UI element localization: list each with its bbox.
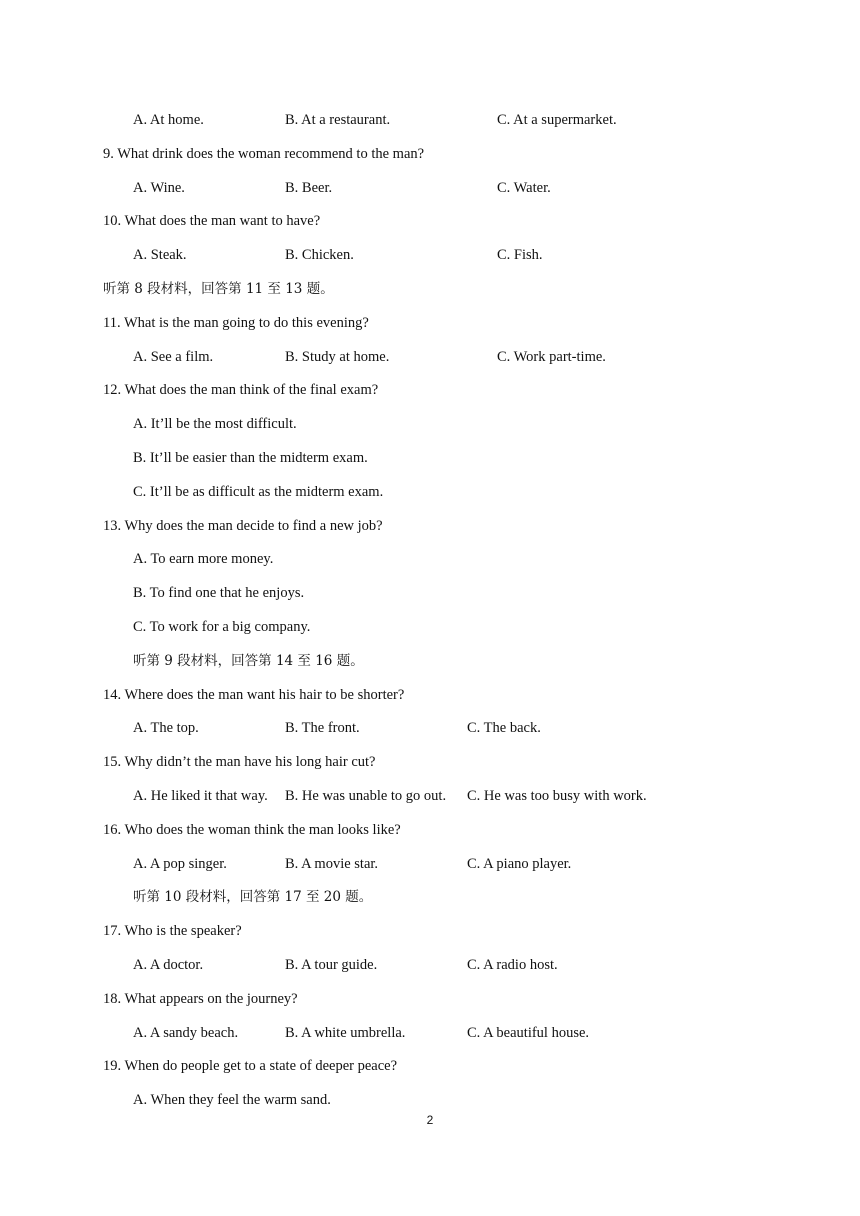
question-text: 19. When do people get to a state of deeper peace? xyxy=(103,1058,398,1074)
section-instruction: 听第 9 段材料，回答第 14 至 16 题。 xyxy=(133,653,364,669)
answer-option: C. Work part-time. xyxy=(497,349,606,365)
question-text: 9. What drink does the woman recommend to the man? xyxy=(103,146,425,162)
answer-option: B. To find one that he enjoys. xyxy=(133,585,305,601)
answer-option: B. Study at home. xyxy=(285,349,390,365)
answer-option: C. A beautiful house. xyxy=(467,1025,590,1041)
page-number: 2 xyxy=(426,1113,434,1127)
answer-option: B. A white umbrella. xyxy=(285,1025,406,1041)
answer-option: B. He was unable to go out. xyxy=(285,788,447,804)
answer-option: B. The front. xyxy=(285,720,360,736)
section-instruction: 听第 10 段材料，回答第 17 至 20 题。 xyxy=(133,889,373,905)
answer-option: A. The top. xyxy=(133,720,199,736)
question-text: 10. What does the man want to have? xyxy=(103,213,321,229)
answer-option: B. A movie star. xyxy=(285,856,379,872)
answer-option: B. At a restaurant. xyxy=(285,112,391,128)
answer-option: C. Fish. xyxy=(497,247,543,263)
answer-option: C. A radio host. xyxy=(467,957,558,973)
answer-option: C. At a supermarket. xyxy=(497,112,617,128)
answer-option: B. It’ll be easier than the midterm exam. xyxy=(133,450,368,466)
answer-option: B. Beer. xyxy=(285,180,333,196)
question-text: 12. What does the man think of the final exam? xyxy=(103,382,379,398)
answer-option: A. At home. xyxy=(133,112,204,128)
answer-option: A. To earn more money. xyxy=(133,551,274,567)
answer-option: C. He was too busy with work. xyxy=(467,788,647,804)
answer-option: C. It’ll be as difficult as the midterm exam. xyxy=(133,484,384,500)
answer-option: A. It’ll be the most difficult. xyxy=(133,416,297,432)
answer-option: C. A piano player. xyxy=(467,856,572,872)
question-text: 18. What appears on the journey? xyxy=(103,991,298,1007)
question-text: 16. Who does the woman think the man looks like? xyxy=(103,822,401,838)
answer-option: C. The back. xyxy=(467,720,541,736)
answer-option: C. Water. xyxy=(497,180,551,196)
question-text: 15. Why didn’t the man have his long hair cut? xyxy=(103,754,376,770)
section-instruction: 听第 8 段材料，回答第 11 至 13 题。 xyxy=(103,281,334,297)
answer-option: A. He liked it that way. xyxy=(133,788,268,804)
question-text: 11. What is the man going to do this evening? xyxy=(103,315,369,331)
answer-option: A. Steak. xyxy=(133,247,187,263)
answer-option: A. When they feel the warm sand. xyxy=(133,1092,331,1108)
answer-option: A. Wine. xyxy=(133,180,185,196)
answer-option: A. See a film. xyxy=(133,349,214,365)
answer-option: A. A pop singer. xyxy=(133,856,227,872)
answer-option: C. To work for a big company. xyxy=(133,619,311,635)
question-text: 17. Who is the speaker? xyxy=(103,923,242,939)
question-text: 13. Why does the man decide to find a new job? xyxy=(103,518,383,534)
answer-option: A. A sandy beach. xyxy=(133,1025,239,1041)
question-text: 14. Where does the man want his hair to be shorter? xyxy=(103,687,405,703)
answer-option: A. A doctor. xyxy=(133,957,204,973)
answer-option: B. Chicken. xyxy=(285,247,354,263)
answer-option: B. A tour guide. xyxy=(285,957,378,973)
